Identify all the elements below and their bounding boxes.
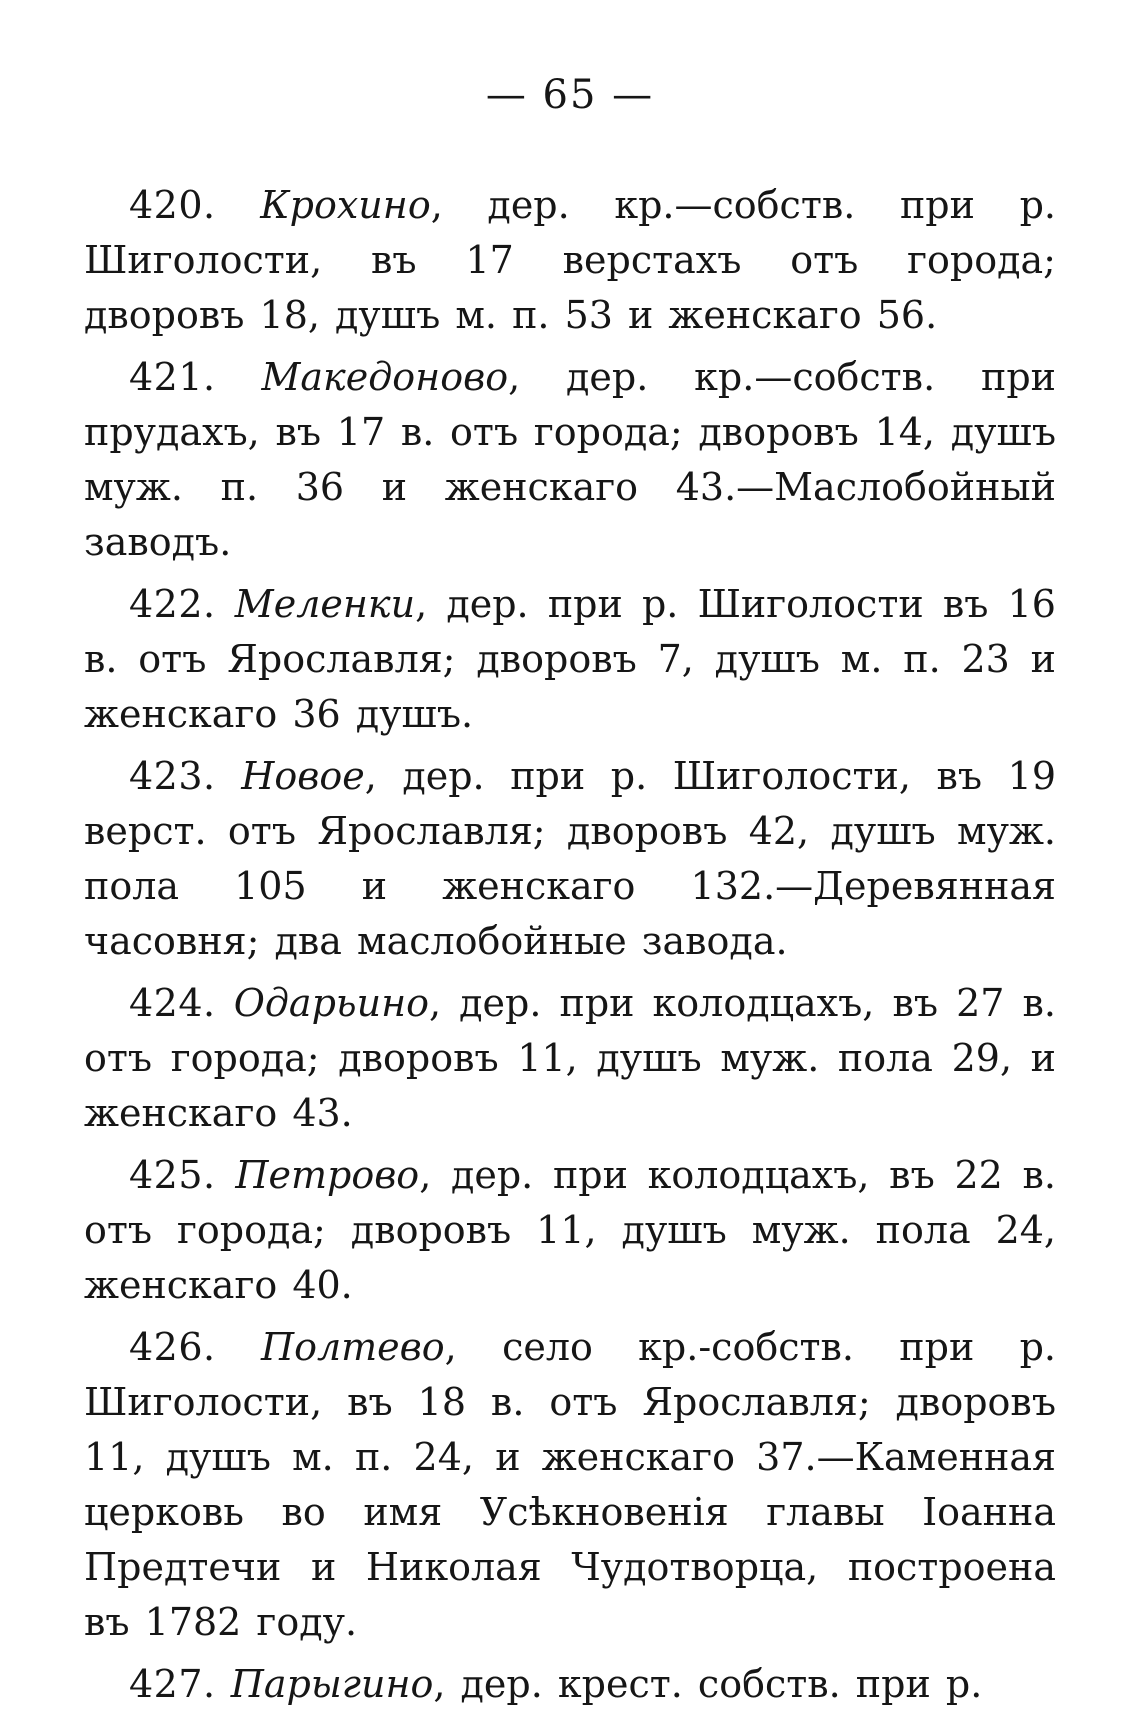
entry-description: , село кр.-собств. при р. Шиголости, въ 18 в. отъ Ярославля; дворовъ 11, душъ м. п. 24, и женскаго 37.—Каменная церковь во имя Усѣкновенія главы Іоанна Предтечи и Николая Чудотворца, построена въ 1782 году. bbox=[84, 1325, 1056, 1644]
place-name: Петрово bbox=[235, 1153, 420, 1197]
entry-description: , дер. кр.—собств. при р. Шиголости, въ 17 верстахъ отъ города; дворовъ 18, душъ м. п. 53 и женскаго 56. bbox=[84, 183, 1056, 337]
entry-420 bbox=[84, 178, 1056, 343]
entry-description: , дер. кр.—собств. при прудахъ, въ 17 в. отъ города; дворовъ 14, душъ муж. п. 36 и женскаго 43.—Маслобойный заводъ. bbox=[84, 355, 1056, 564]
entry-number: 422. bbox=[129, 582, 216, 626]
entry-424 bbox=[84, 976, 1056, 1141]
entry-description: , дер. при р. Шиголости, въ 19 верст. отъ Ярославля; дворовъ 42, душъ муж. пола 105 и женскаго 132.—Деревянная часовня; два маслобойные завода. bbox=[84, 754, 1056, 963]
entries-text bbox=[84, 178, 1056, 1719]
entry-number: 425. bbox=[129, 1153, 216, 1197]
entry-426 bbox=[84, 1320, 1056, 1650]
page-number: — 65 — bbox=[485, 72, 655, 118]
place-name: Меленки bbox=[234, 582, 416, 626]
entry-421 bbox=[84, 350, 1056, 570]
entry-427 bbox=[84, 1657, 1056, 1712]
place-name: Парыгино bbox=[230, 1662, 434, 1706]
entry-description: , дер. крест. собств. при р. bbox=[433, 1662, 983, 1706]
entry-423 bbox=[84, 749, 1056, 969]
entry-number: 426. bbox=[129, 1325, 216, 1369]
entry-description: , дер. при р. Шиголости въ 16 в. отъ Ярославля; дворовъ 7, душъ м. п. 23 и женскаго 36 душъ. bbox=[84, 582, 1056, 736]
entry-number: 427. bbox=[129, 1662, 216, 1706]
entry-422 bbox=[84, 577, 1056, 742]
place-name: Полтево bbox=[260, 1325, 445, 1369]
entry-425 bbox=[84, 1148, 1056, 1313]
place-name: Крохино bbox=[260, 183, 431, 227]
entry-number: 421. bbox=[129, 355, 216, 399]
place-name: Одарьино bbox=[233, 981, 429, 1025]
entry-number: 420. bbox=[129, 183, 216, 227]
entry-number: 423. bbox=[129, 754, 216, 798]
place-name: Новое bbox=[241, 754, 365, 798]
entry-description: , дер. при колодцахъ, въ 22 в. отъ города; дворовъ 11, душъ муж. пола 24, женскаго 40. bbox=[84, 1153, 1056, 1307]
entry-description: , дер. при колодцахъ, въ 27 в. отъ города; дворовъ 11, душъ муж. пола 29, и женскаго 43. bbox=[84, 981, 1056, 1135]
place-name: Македоново bbox=[261, 355, 509, 399]
entry-number: 424. bbox=[129, 981, 216, 1025]
